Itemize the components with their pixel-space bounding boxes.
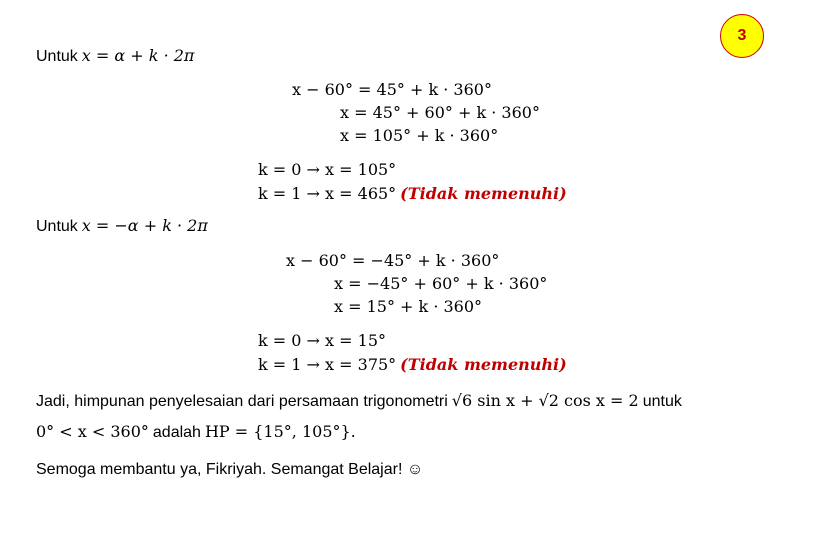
case1-k0: k = 0 → x = 105°: [258, 160, 397, 179]
conclusion-text: Jadi, himpunan penyelesaian dari persamaan trigonometri: [36, 393, 448, 410]
case2-k1-note: (Tidak memenuhi): [400, 355, 567, 374]
case2-label: Untuk: [36, 218, 78, 235]
case2-k0: k = 0 → x = 15°: [258, 331, 386, 350]
case1-heading: [36, 46, 194, 67]
case2-heading: [36, 216, 208, 237]
case2-condition: x = −α + k · 2π: [81, 216, 208, 235]
case1-k1: k = 1 → x = 465°: [258, 184, 397, 203]
case2-eq1: x − 60° = −45° + k · 360°: [286, 251, 500, 270]
case1-label: Untuk: [36, 48, 78, 65]
case2-eq3: x = 15° + k · 360°: [334, 297, 483, 316]
case1-eq1: x − 60° = 45° + k · 360°: [292, 80, 492, 99]
closing-message: Semoga membantu ya, Fikriyah. Semangat Belajar! ☺: [36, 461, 424, 478]
case1-k1-line: [258, 184, 567, 205]
conclusion-interval: 0° < x < 360°: [36, 422, 149, 441]
case1-eq3: x = 105° + k · 360°: [340, 126, 499, 145]
conclusion-untuk: untuk: [642, 393, 682, 410]
conclusion-line2: [36, 422, 356, 443]
conclusion-line1: [36, 391, 682, 412]
case2-k1: k = 1 → x = 375°: [258, 355, 397, 374]
conclusion-equation: √6 sin x + √2 cos x = 2: [451, 391, 639, 410]
case2-eq2: x = −45° + 60° + k · 360°: [334, 274, 548, 293]
case1-k1-note: (Tidak memenuhi): [400, 184, 567, 203]
conclusion-solution-set: HP = {15°, 105°}.: [204, 422, 356, 441]
page-number-badge: 3: [720, 14, 764, 58]
case2-k1-line: [258, 355, 567, 376]
case1-eq2: x = 45° + 60° + k · 360°: [340, 103, 540, 122]
case1-condition: x = α + k · 2π: [81, 46, 195, 65]
conclusion-adalah: adalah: [152, 424, 201, 441]
